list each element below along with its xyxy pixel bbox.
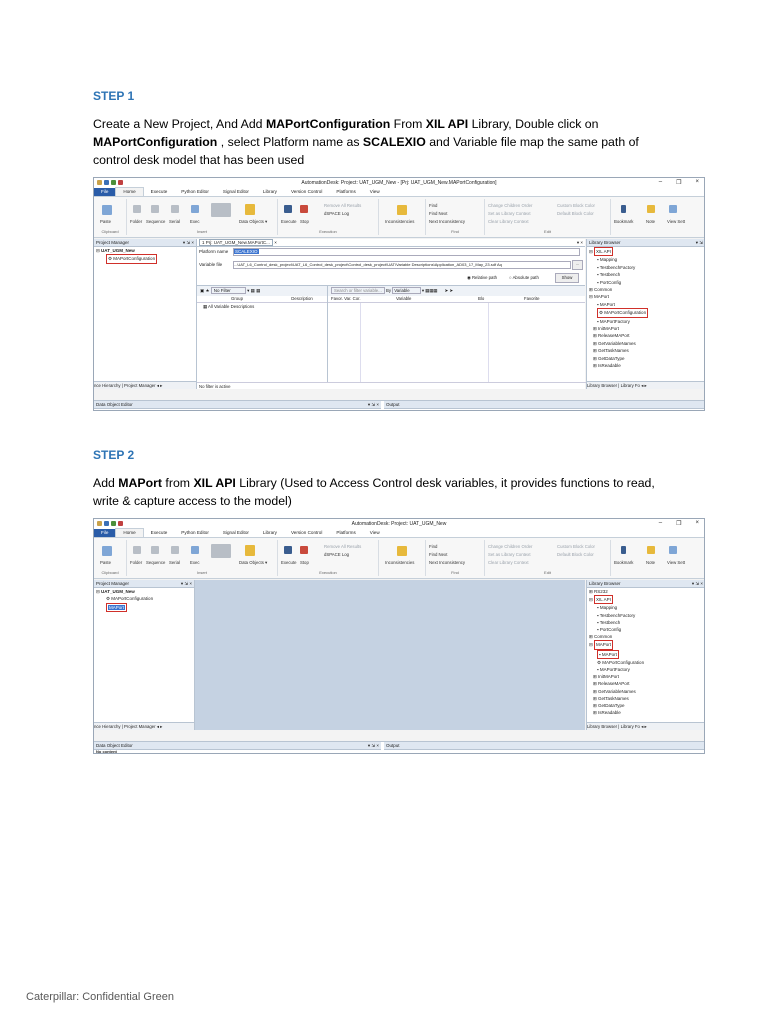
variable-search-bar: Search or filter variable... By Variable ▾ ▦▦▦ ➤ ➤	[328, 286, 585, 296]
clipboard-label: Clipboard	[101, 570, 119, 575]
favorite-variable-column-header[interactable]: Favor. Var. Cor.	[331, 296, 361, 301]
empty-workspace	[195, 580, 585, 730]
project-manager-pane: Project Manager ▾ ⇲ × ⊟ UAT_UGM_New ⚙ MAPortConfiguration nce Hierarchy | Project Manager ◂ ▸	[94, 239, 197, 389]
lib-gettasknames[interactable]: ⊞ GetTaskNames	[593, 348, 629, 354]
bookmark-button[interactable]: Bookmark	[614, 560, 634, 565]
lib-releasemaport[interactable]: ⊞ ReleaseMAPort	[593, 333, 630, 339]
exec-icon[interactable]	[191, 205, 199, 213]
lib-getdatatype[interactable]: ⊞ GetDataType	[593, 703, 625, 709]
bookmark-icon[interactable]	[621, 205, 626, 213]
project-manager-title: Project Manager	[96, 581, 130, 586]
bottom-panels: Data Object Editor ▾ ⇲ × No content Output	[94, 741, 704, 754]
project-manager-pane: Project Manager ▾ ⇲ × ⊟ UAT_UGM_New ⚙ MAPortConfiguration MAPort nce Hierarchy | Project Manager ◂ ▸	[94, 580, 195, 730]
find-group	[426, 540, 485, 576]
view-settings-icon[interactable]	[669, 205, 677, 213]
minimize-icon[interactable]: –	[658, 179, 663, 185]
note-icon[interactable]	[647, 546, 655, 554]
tab-file[interactable]: File	[94, 529, 115, 537]
lib-rs232[interactable]: ⊞ RS232	[589, 589, 608, 594]
ribbon	[94, 538, 704, 579]
bookmark-icon[interactable]	[621, 546, 626, 554]
lib-testbench[interactable]: ▪ Testbench	[597, 619, 621, 625]
data-objects-button[interactable]: Data Objects ▾	[239, 219, 268, 224]
paste-button[interactable]: Paste	[100, 219, 111, 224]
lib-getvariablenames[interactable]: ⊞ GetVariableNames	[593, 688, 636, 694]
data-objects-icon[interactable]	[245, 545, 255, 556]
variables-area	[197, 285, 585, 390]
view-settings-button[interactable]: View Sett	[667, 560, 686, 565]
right-group	[611, 540, 704, 576]
library-browser-title: Library Browser	[589, 581, 621, 586]
insert-group	[127, 199, 278, 235]
default-block-color-button[interactable]: Default Block Color	[557, 552, 594, 557]
find-group	[426, 199, 485, 235]
execute-icon[interactable]	[284, 205, 292, 213]
clear-library-context-button[interactable]: Clear Library Context	[488, 219, 529, 224]
inconsistencies-button[interactable]: Inconsistencies	[385, 560, 415, 565]
confidentiality-footer: Caterpillar: Confidential Green	[26, 991, 174, 1003]
window-title: AutomationDesk: Project: UAT_UGM_New	[351, 521, 447, 527]
insert-blocks-icon[interactable]	[211, 203, 231, 217]
close-icon[interactable]: ×	[695, 520, 699, 526]
project-node[interactable]: ⊟ UAT_UGM_New	[96, 248, 135, 253]
search-by-select[interactable]: Variable	[392, 287, 420, 294]
lib-gettasknames[interactable]: ⊞ GetTaskNames	[593, 695, 629, 701]
edit-label: Edit	[544, 229, 551, 234]
custom-block-color-button[interactable]: Custom Block Color	[557, 203, 595, 208]
stop-button[interactable]: Stop	[300, 219, 309, 224]
tab-signal-editor[interactable]: Signal Editor	[222, 530, 249, 535]
step1-title: STEP 1	[93, 89, 135, 103]
bookmark-button[interactable]: Bookmark	[614, 219, 634, 224]
sequence-icon[interactable]	[151, 205, 159, 213]
library-browser-title: Library Browser	[589, 240, 621, 245]
inconsistencies-group	[379, 199, 426, 235]
step1-paragraph: Create a New Project, And Add MAPortConfiguration From XIL API Library, Double click on MAPortConfiguration , select Platform name as SCALEXIO and Variable file map the same path of control desk model that has been used	[93, 117, 639, 167]
close-icon[interactable]: ×	[695, 179, 699, 185]
relative-path-radio[interactable]: ◉ Relative path	[467, 275, 498, 280]
library-browser-pane: Library Browser ▾ ⇲ × ⊞ RS232 ⊟ XIL API ▪ Mapping ▪ TestbenchFactory ▪ Testbench ▪ PortConfig ⊞ Common ⊟ MAPort ▪ MAPort ⚙ MAPortConfiguration ▪ MAPortFactory ⊞ InitMAPort ⊞ ReleaseMAPort ⊞ GetVariableNames ⊞ GetTaskNames ⊞ GetDataType ⊞ IsReadable Library Browser | Library Fo ◂ ▸	[587, 581, 703, 729]
lib-initmaport[interactable]: ⊞ InitMAPort	[593, 674, 620, 680]
edit-group	[485, 540, 611, 576]
step2-paragraph: Add MAPort from XIL API Library (Used to Access Control desk variables, it provides functions to read, write & capture access to the model)	[93, 476, 655, 508]
data-objects-icon[interactable]	[245, 204, 255, 215]
lib-portconfig[interactable]: ▪ PortConfig	[597, 279, 622, 285]
tab-home[interactable]: Home	[115, 528, 143, 537]
dspace-log-button[interactable]: dSPACE Log	[324, 552, 350, 557]
tab-library[interactable]: Library	[262, 530, 277, 535]
group-column-header[interactable]: Group	[231, 296, 243, 301]
tab-view[interactable]: View	[369, 189, 380, 194]
variable-column-header[interactable]: Variable	[396, 296, 412, 301]
find-label: Find	[451, 570, 459, 575]
output-title: Output	[386, 743, 400, 748]
block-column-header[interactable]: Blo	[478, 296, 485, 301]
execution-group	[278, 540, 379, 576]
serial-icon[interactable]	[171, 546, 179, 554]
tab-version-control[interactable]: Version Control	[290, 189, 323, 194]
lib-maport[interactable]: ▪ MAPort	[597, 301, 615, 307]
data-object-editor-title: Data Object Editor	[96, 743, 133, 748]
project-manager-tab[interactable]: Project Manager	[124, 383, 156, 388]
remove-all-results-button[interactable]: Remove All Results	[324, 203, 362, 208]
sequence-button[interactable]: Sequence	[146, 560, 166, 565]
tab-python-editor[interactable]: Python Editor	[181, 530, 209, 535]
remove-all-results-button[interactable]: Remove All Results	[324, 544, 362, 549]
inconsistencies-icon[interactable]	[397, 205, 407, 215]
variable-file-label: Variable file	[199, 262, 223, 267]
set-library-context-button[interactable]: Set as Library Context	[488, 552, 531, 557]
lib-xil-api[interactable]: ⊟ XIL API	[589, 595, 705, 604]
browse-button[interactable]: ...	[572, 260, 583, 270]
favorite-column-header[interactable]: Favorite	[524, 296, 540, 301]
execution-label: Execution	[319, 229, 337, 234]
project-manager-title: Project Manager	[96, 240, 130, 245]
library-folder-tab[interactable]: Library Fo	[620, 383, 640, 388]
bottom-panels: Data Object Editor ▾ ⇲ × Output	[94, 400, 704, 411]
tab-version-control[interactable]: Version Control	[290, 530, 323, 535]
lib-xil-api[interactable]: ⊟ XIL API	[589, 247, 705, 256]
lib-maportconfiguration[interactable]: ⚙ MAPortConfiguration	[589, 308, 705, 317]
variables-table	[328, 303, 585, 382]
insert-label: Insert	[196, 229, 207, 234]
screenshot-step2	[93, 518, 705, 754]
clear-library-context-button[interactable]: Clear Library Context	[488, 560, 529, 565]
no-content-label: No content	[96, 749, 117, 754]
maport-node[interactable]: MAPort	[96, 603, 194, 612]
serial-button[interactable]: Serial	[169, 560, 180, 565]
lib-common[interactable]: ⊞ Common	[589, 287, 613, 293]
tab-home[interactable]: Home	[115, 187, 143, 196]
window-title: AutomationDesk: Project: UAT_UGM_New - [Prj: UAT_UGM_New.MAPortConfiguration]	[301, 180, 497, 186]
project-node[interactable]: ⊟ UAT_UGM_New	[96, 589, 135, 594]
find-label: Find	[451, 229, 459, 234]
tab-signal-editor[interactable]: Signal Editor	[222, 189, 249, 194]
platform-label: Platform name	[199, 249, 229, 254]
lib-releasemaport[interactable]: ⊞ ReleaseMAPort	[593, 681, 630, 687]
sequence-icon[interactable]	[151, 546, 159, 554]
ribbon-tabs	[94, 187, 704, 197]
editor-pane: 1 Prj: UAT_UGM_New.MAPortC... × ▾ × Platform name SCALEXIO Variable file ...UAT_L6_Control_desk_project\UAT_L6_Control_desk_project\Control_desk_project\UAT\Variable Descriptions\Application_AD03_17_May_23.sdf Aq ... ◉ Relative path ○ Absolute path Show ▣ ★ No Filter ▾ ▦ ▦ Group Description ▦ All Variable Descriptions Search or filter variable... By Variable ▾ ▦▦▦ ➤ ➤ Favor. Var. Cor. Variable Blo Favorite No filter is active	[197, 239, 585, 389]
folder-button[interactable]: Folder	[130, 560, 143, 565]
execute-icon[interactable]	[284, 546, 292, 554]
filter-bar: ▣ ★ No Filter ▾ ▦ ▦	[197, 286, 327, 296]
view-settings-button[interactable]: View Sett	[667, 219, 686, 224]
variable-file-field[interactable]: ...UAT_L6_Control_desk_project\UAT_L6_Control_desk_project\Control_desk_project\UAT\Variable Descriptions\Application_AD03_17_May_23.sdf Aq	[233, 261, 571, 269]
output-title: Output	[386, 402, 400, 407]
step2-title: STEP 2	[93, 448, 135, 462]
note-button[interactable]: Note	[646, 560, 656, 565]
tab-platforms[interactable]: Platforms	[336, 189, 356, 194]
edit-group	[485, 199, 611, 235]
stop-icon[interactable]	[300, 546, 308, 554]
folder-button[interactable]: Folder	[130, 219, 143, 224]
find-button[interactable]: Find	[429, 203, 438, 208]
serial-button[interactable]: Serial	[169, 219, 180, 224]
set-library-context-button[interactable]: Set as Library Context	[488, 211, 531, 216]
stop-icon[interactable]	[300, 205, 308, 213]
find-button[interactable]: Find	[429, 544, 438, 549]
lib-portconfig[interactable]: ▪ PortConfig	[597, 627, 622, 633]
lib-initmaport[interactable]: ⊞ InitMAPort	[593, 326, 620, 332]
tab-python-editor[interactable]: Python Editor	[181, 189, 209, 194]
clipboard-group	[94, 540, 127, 576]
lib-maport-folder[interactable]: ⊟ MAPort	[589, 640, 705, 649]
find-next-button[interactable]: Find Next	[429, 552, 448, 557]
sequence-button[interactable]: Sequence	[146, 219, 166, 224]
insert-label: Insert	[196, 570, 207, 575]
exec-button[interactable]: Exec	[190, 560, 200, 565]
dspace-log-button[interactable]: dSPACE Log	[324, 211, 350, 216]
paste-icon[interactable]	[102, 205, 112, 215]
data-objects-button[interactable]: Data Objects ▾	[239, 560, 268, 565]
platform-select[interactable]: SCALEXIO	[233, 248, 580, 256]
execute-button[interactable]: Execute	[281, 560, 297, 565]
absolute-path-radio[interactable]: ○ Absolute path	[509, 275, 539, 280]
maportconfiguration-node[interactable]: ⚙ MAPortConfiguration	[106, 596, 154, 602]
execute-button[interactable]: Execute	[281, 219, 297, 224]
folder-icon[interactable]	[133, 546, 141, 554]
insert-blocks-icon[interactable]	[211, 544, 231, 558]
serial-icon[interactable]	[171, 205, 179, 213]
folder-icon[interactable]	[133, 205, 141, 213]
all-variables-row[interactable]: ▦ All Variable Descriptions	[203, 304, 255, 309]
clipboard-label: Clipboard	[101, 229, 119, 234]
next-inconsistency-button[interactable]: Next Inconsistency	[429, 560, 466, 565]
lib-maport[interactable]: ▪ MAPort	[589, 650, 705, 659]
maximize-icon[interactable]: ❐	[676, 180, 682, 186]
description-column-header[interactable]: Description	[291, 296, 313, 301]
lib-testbench[interactable]: ▪ Testbench	[597, 272, 621, 278]
clipboard-group	[94, 199, 127, 235]
note-button[interactable]: Note	[646, 219, 656, 224]
execution-group	[278, 199, 379, 235]
lib-getdatatype[interactable]: ⊞ GetDataType	[593, 355, 625, 361]
custom-block-color-button[interactable]: Custom Block Color	[557, 544, 595, 549]
insert-group	[127, 540, 278, 576]
lib-maportfactory[interactable]: ▪ MAPortFactory	[597, 667, 630, 673]
tab-file[interactable]: File	[94, 188, 115, 196]
library-browser-tab[interactable]: Library Browser	[587, 724, 618, 729]
default-block-color-button[interactable]: Default Block Color	[557, 211, 594, 216]
document-tab[interactable]: 1 Prj: UAT_UGM_New.MAPortC...	[199, 239, 273, 246]
lib-maportfactory[interactable]: ▪ MAPortFactory	[597, 318, 630, 324]
show-button[interactable]: Show	[555, 273, 579, 283]
exec-icon[interactable]	[191, 546, 199, 554]
lib-common[interactable]: ⊞ Common	[589, 634, 613, 640]
tab-view[interactable]: View	[369, 530, 380, 535]
lib-maportconfiguration[interactable]: ⚙ MAPortConfiguration	[597, 659, 645, 665]
library-browser-tab[interactable]: Library Browser	[587, 383, 618, 388]
lib-mapping[interactable]: ▪ Mapping	[597, 605, 618, 611]
find-next-button[interactable]: Find Next	[429, 211, 448, 216]
paste-icon[interactable]	[102, 546, 112, 556]
project-manager-tab[interactable]: Project Manager	[124, 724, 156, 729]
lib-getvariablenames[interactable]: ⊞ GetVariableNames	[593, 340, 636, 346]
paste-button[interactable]: Paste	[100, 560, 111, 565]
lib-isreadable[interactable]: ⊞ IsReadable	[593, 363, 621, 369]
note-icon[interactable]	[647, 205, 655, 213]
inconsistencies-group	[379, 540, 426, 576]
exec-button[interactable]: Exec	[190, 219, 200, 224]
tab-execute[interactable]: Execute	[150, 530, 168, 535]
status-bar: No filter is active	[197, 382, 587, 391]
right-group	[611, 199, 704, 235]
change-children-order-button[interactable]: Change Children Order	[488, 203, 533, 208]
ribbon-tabs	[94, 528, 704, 538]
data-object-editor-title: Data Object Editor	[96, 402, 133, 407]
lib-testbenchfactory[interactable]: ▪ TestbenchFactory	[597, 612, 636, 618]
change-children-order-button[interactable]: Change Children Order	[488, 544, 533, 549]
execution-label: Execution	[319, 570, 337, 575]
library-browser-pane: Library Browser ▾ ⇲ ⊟ XIL API ▪ Mapping ▪ TestbenchFactory ▪ Testbench ▪ PortConfig ⊞ Common ⊟ MAPort ▪ MAPort ⚙ MAPortConfiguration ▪ MAPortFactory ⊞ InitMAPort ⊞ ReleaseMAPort ⊞ GetVariableNames ⊞ GetTaskNames ⊞ GetDataType ⊞ IsReadable Library Browser | Library Fo ◂ ▸	[587, 240, 703, 388]
variable-search-input[interactable]: Search or filter variable...	[331, 287, 385, 294]
inconsistencies-button[interactable]: Inconsistencies	[385, 219, 415, 224]
maximize-icon[interactable]: ❐	[676, 521, 682, 527]
maportconfiguration-node[interactable]: ⚙ MAPortConfiguration	[96, 254, 196, 263]
lib-testbenchfactory[interactable]: ▪ TestbenchFactory	[597, 264, 636, 270]
tab-execute[interactable]: Execute	[150, 189, 168, 194]
next-inconsistency-button[interactable]: Next Inconsistency	[429, 219, 466, 224]
no-filter-select[interactable]: No Filter	[211, 287, 246, 294]
hierarchy-tab[interactable]: nce Hierarchy	[94, 383, 121, 388]
lib-isreadable[interactable]: ⊞ IsReadable	[593, 710, 621, 716]
ribbon	[94, 197, 704, 238]
edit-label: Edit	[544, 570, 551, 575]
stop-button[interactable]: Stop	[300, 560, 309, 565]
inconsistencies-icon[interactable]	[397, 546, 407, 556]
minimize-icon[interactable]: –	[658, 520, 663, 526]
view-settings-icon[interactable]	[669, 546, 677, 554]
library-folder-tab[interactable]: Library Fo	[620, 724, 640, 729]
tab-library[interactable]: Library	[262, 189, 277, 194]
lib-mapping[interactable]: ▪ Mapping	[597, 257, 618, 263]
tab-platforms[interactable]: Platforms	[336, 530, 356, 535]
hierarchy-tab[interactable]: nce Hierarchy	[94, 724, 121, 729]
lib-maport-folder[interactable]: ⊟ MAPort	[589, 294, 610, 300]
screenshot-step1	[93, 177, 705, 411]
